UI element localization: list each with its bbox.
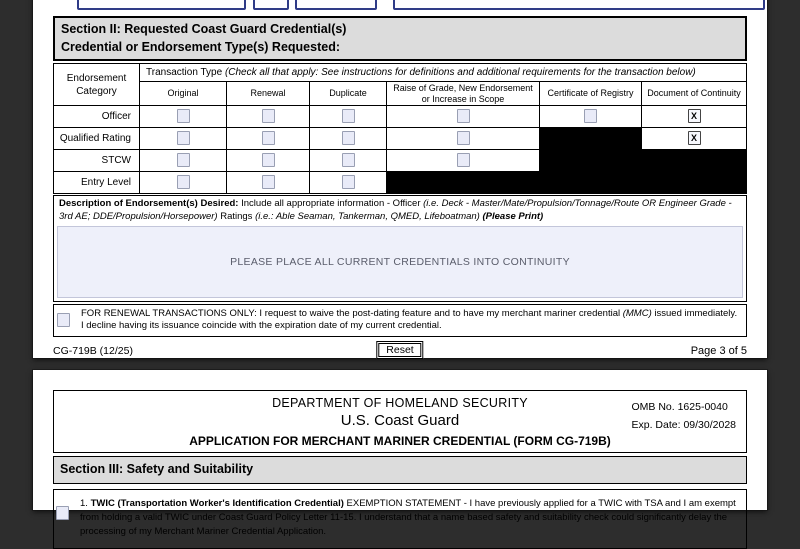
checkbox-entry-level-duplicate[interactable] [342, 175, 355, 189]
agency-name: DEPARTMENT OF HOMELAND SECURITY [272, 396, 528, 410]
checkbox-officer-raise-of-grade-new-endorsement-or-increase-in-scope[interactable] [457, 109, 470, 123]
page1-footer [53, 341, 747, 361]
checkbox-qualified-rating-document-of-continuity[interactable]: X [688, 131, 701, 145]
table-row [54, 106, 747, 128]
page2-title-block [53, 390, 747, 453]
twic-exemption-label: 1. TWIC (Transportation Worker's Identification Credential) EXEMPTION STATEMENT - I have previously applied for a TWIC with TSA and I am exempt from holding a valid TWIC under Coast Guard Policy Letter 11-15. I understand that a name based safety and suitability check could significantly delay the processing of my Merchant Mariner Credential Application. [80, 497, 736, 537]
form-page-3 [33, 0, 767, 358]
form-field-4[interactable] [393, 0, 765, 10]
form-number: CG-719B (12/25) [53, 345, 133, 358]
blackout-cell [642, 172, 747, 194]
section3-header: Section III: Safety and Suitability [53, 456, 747, 484]
renewal-waiver-row [53, 304, 747, 338]
endorsement-description-label: Description of Endorsement(s) Desired: Include all appropriate information - Officer (i.e. Deck - Master/Mate/Propulsion/Tonnage/Route OR Engineer Grade - 3rd AE; DDE/Propulsion/Horsepower) Ratings (i.e.: Able Seaman, Tankerman, QMED, Lifeboatman) (Please Print) [59, 198, 732, 222]
table-row [54, 150, 747, 172]
col-header-document-of-continuity: Document of Continuity [642, 82, 747, 106]
blackout-cell [642, 150, 747, 172]
credential-table [53, 63, 747, 194]
col-header-original: Original [140, 82, 227, 106]
section2-header-line2: Credential or Endorsement Type(s) Requested: [61, 39, 340, 54]
checkbox-stcw-renewal[interactable] [262, 153, 275, 167]
checkbox-qualified-rating-renewal[interactable] [262, 131, 275, 145]
form-field-3[interactable] [295, 0, 377, 10]
omb-block [632, 398, 737, 435]
blackout-cell [387, 172, 540, 194]
twic-exemption-row [53, 489, 747, 549]
form-field-1[interactable] [77, 0, 246, 10]
reset-button[interactable]: Reset [376, 341, 423, 359]
checkbox-entry-level-original[interactable] [177, 175, 190, 189]
checkbox-officer-original[interactable] [177, 109, 190, 123]
form-field-2[interactable] [253, 0, 289, 10]
table-row [54, 172, 747, 194]
renewal-waiver-checkbox[interactable] [57, 313, 70, 327]
blackout-cell [540, 150, 642, 172]
twic-exemption-checkbox[interactable] [56, 506, 69, 520]
checkbox-officer-document-of-continuity[interactable]: X [688, 109, 701, 123]
row-label-stcw: STCW [54, 150, 140, 172]
row-label-officer: Officer [54, 106, 140, 128]
form-page-4 [33, 370, 767, 537]
checkbox-qualified-rating-duplicate[interactable] [342, 131, 355, 145]
row-label-entry-level: Entry Level [54, 172, 140, 194]
col-header-raise-of-grade: Raise of Grade, New Endorsement or Increase in Scope [387, 82, 540, 106]
omb-number: OMB No. 1625-0040 [631, 401, 728, 413]
renewal-waiver-label: FOR RENEWAL TRANSACTIONS ONLY: I request to waive the post-dating feature and to have my merchant mariner credential (MMC) issued immediately. I decline having its issuance coincide with the expiration date of my current credential. [81, 307, 738, 332]
endorsement-description-textarea[interactable]: PLEASE PLACE ALL CURRENT CREDENTIALS INTO CONTINUITY [57, 226, 743, 298]
page-indicator: Page 3 of 5 [690, 345, 747, 358]
checkbox-stcw-original[interactable] [177, 153, 190, 167]
agency-subname: U.S. Coast Guard [340, 412, 460, 429]
checkbox-entry-level-renewal[interactable] [262, 175, 275, 189]
checkbox-officer-certificate-of-registry[interactable] [584, 109, 597, 123]
endorsement-category-header: Endorsement Category [54, 64, 140, 106]
checkbox-officer-renewal[interactable] [262, 109, 275, 123]
col-header-duplicate: Duplicate [310, 82, 387, 106]
transaction-subheader-row [54, 82, 747, 106]
transaction-type-header: Transaction Type (Check all that apply: See instructions for definitions and additional requirements for the transaction below) [140, 64, 747, 82]
checkbox-qualified-rating-raise-of-grade-new-endorsement-or-increase-in-scope[interactable] [457, 131, 470, 145]
section1-cutoff-fields [53, 0, 747, 12]
checkbox-officer-duplicate[interactable] [342, 109, 355, 123]
checkbox-stcw-raise-of-grade-new-endorsement-or-increase-in-scope[interactable] [457, 153, 470, 167]
blackout-cell [540, 128, 642, 150]
exp-date: Exp. Date: 09/30/2028 [631, 419, 736, 432]
blackout-cell [540, 172, 642, 194]
checkbox-qualified-rating-original[interactable] [177, 131, 190, 145]
col-header-renewal: Renewal [227, 82, 310, 106]
col-header-certificate-of-registry: Certificate of Registry [540, 82, 642, 106]
endorsement-description-box [53, 195, 747, 302]
section2-header [53, 16, 747, 61]
table-row [54, 128, 747, 150]
form-title: APPLICATION FOR MERCHANT MARINER CREDENTIAL (FORM CG-719B) [189, 434, 611, 448]
section2-header-line1: Section II: Requested Coast Guard Credential(s) [61, 22, 347, 36]
row-label-qualified-rating: Qualified Rating [54, 128, 140, 150]
checkbox-stcw-duplicate[interactable] [342, 153, 355, 167]
